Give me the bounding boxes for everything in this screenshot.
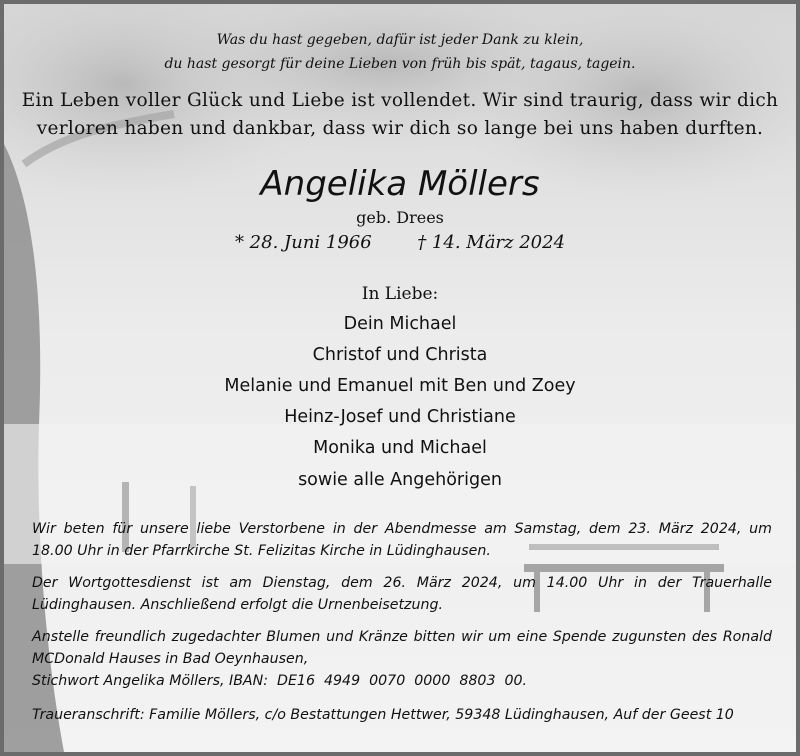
mourners-heading: In Liebe: xyxy=(361,284,439,304)
quote-line-1: Was du hast gegeben, dafür ist jeder Dank zu klein, xyxy=(216,32,584,48)
mourner-name: Monika und Michael xyxy=(313,438,487,458)
born-name: geb. Drees xyxy=(356,208,444,227)
mourner-name: Christof und Christa xyxy=(312,345,488,365)
quote-line-2: du hast gesorgt für deine Lieben von früh bis spät, tagaus, tagein. xyxy=(164,56,636,72)
donation-notice-line-1: Anstelle freundlich zugedachter Blumen und Kränze bitten wir um eine Spende zugunsten des Ronald xyxy=(32,629,772,645)
mass-notice-line-1: Wir beten für unsere liebe Verstorbene in der Abendmesse am Samstag, dem 23. März 2024, um xyxy=(32,521,772,537)
service-notice xyxy=(32,572,772,616)
life-dates xyxy=(4,232,796,253)
obituary-card xyxy=(4,4,796,752)
mourner-name: Melanie und Emanuel mit Ben und Zoey xyxy=(224,376,576,396)
donation-notice xyxy=(32,626,772,692)
mourner-name: Dein Michael xyxy=(343,314,457,334)
mass-notice xyxy=(32,518,772,562)
mourner-name: Heinz-Josef und Christiane xyxy=(284,407,516,427)
mass-notice-line-2: 18.00 Uhr in der Pfarrkirche St. Felizitas Kirche in Lüdinghausen. xyxy=(32,543,491,559)
mourning-address: Traueranschrift: Familie Möllers, c/o Bestattungen Hettwer, 59348 Lüdinghausen, Auf der Geest 10 xyxy=(32,707,734,723)
birth-date: * 28. Juni 1966 xyxy=(234,232,372,253)
deceased-name: Angelika Möllers xyxy=(260,164,540,204)
donation-notice-line-2: MCDonald Hauses in Bad Oeynhausen, xyxy=(32,651,309,667)
intro-line-1: Ein Leben voller Glück und Liebe ist vollendet. Wir sind traurig, dass wir dich xyxy=(21,90,779,111)
death-date: † 14. März 2024 xyxy=(417,232,566,253)
service-notice-line-1: Der Wortgottesdienst ist am Dienstag, dem 26. März 2024, um 14.00 Uhr in der Trauerhalle xyxy=(32,575,772,591)
service-notice-line-2: Lüdinghausen. Anschließend erfolgt die Urnenbeisetzung. xyxy=(32,597,443,613)
intro-line-2: verloren haben und dankbar, dass wir dich so lange bei uns haben durften. xyxy=(36,118,764,139)
donation-notice-line-3: Stichwort Angelika Möllers, IBAN: DE16 4949 0070 0000 8803 00. xyxy=(32,673,528,689)
mourner-name: sowie alle Angehörigen xyxy=(298,470,502,490)
